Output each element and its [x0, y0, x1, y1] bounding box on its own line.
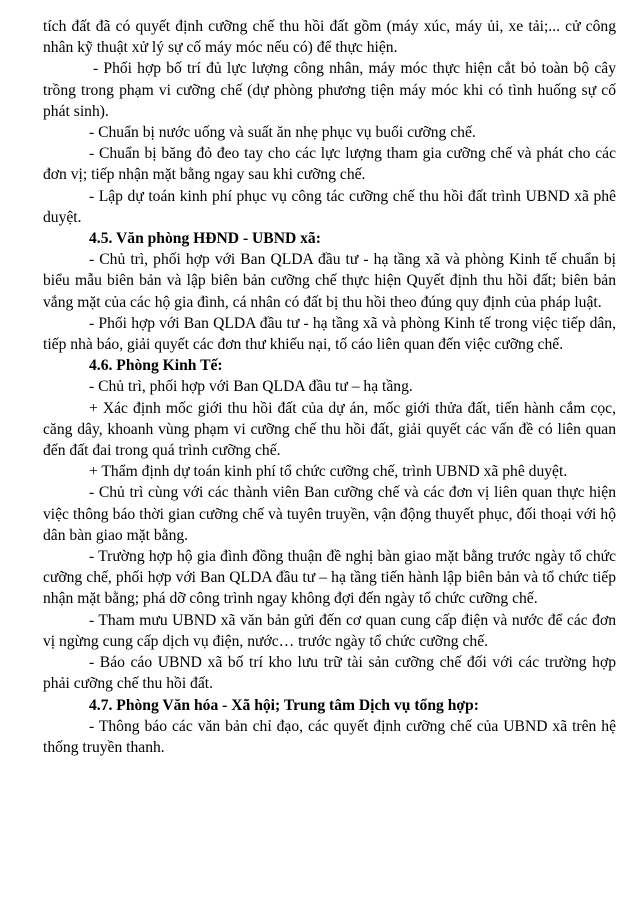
paragraph-office-coordinate: - Phối hợp với Ban QLDA đầu tư - hạ tầng xã và phòng Kinh tế trong việc tiếp dân, tiếp nhà báo, giải quyết các đơn thư khiếu nại, tố cáo liên quan đến việc cưỡng chế. — [43, 314, 616, 354]
heading-4-6: 4.6. Phòng Kinh Tế: — [89, 357, 223, 375]
paragraph-notify-time: - Chủ trì cùng với các thành viên Ban cưỡng chế và các đơn vị liên quan thực hiện việc thông báo thời gian cưỡng chế và tuyên truyền, vận động thuyết phục, đối thoại với hộ dân bàn giao mặt bằng. — [43, 484, 616, 544]
paragraph-utility-cutoff: - Tham mưu UBND xã văn bản gửi đến cơ quan cung cấp điện và nước để các đơn vị ngừng cung cấp dịch vụ điện, nước… trước ngày tổ chức cưỡng chế. — [43, 611, 616, 650]
paragraph-storage-report: - Báo cáo UBND xã bố trí kho lưu trữ tài sản cưỡng chế đối với các trường hợp phải cưỡng chế thu hồi đất. — [43, 654, 616, 693]
paragraph-boundary-markers: + Xác định mốc giới thu hồi đất của dự án, mốc giới thửa đất, tiến hành cắm cọc, căng dây, khoanh vùng phạm vi cưỡng chế thu hồi đất, giải quyết các vấn đề có liên quan đến đất đai trong quá trình cưỡng chế. — [43, 399, 616, 460]
paragraph-appraise-budget: + Thẩm định dự toán kinh phí tổ chức cưỡng chế, trình UBND xã phê duyệt. — [89, 463, 568, 481]
paragraph-red-armband: - Chuẩn bị băng đỏ đeo tay cho các lực lượng tham gia cưỡng chế và phát cho các đơn vị; tiếp nhận mặt bằng ngay sau khi cưỡng chế. — [43, 145, 616, 184]
paragraph-economy-preside: - Chủ trì, phối hợp với Ban QLDA đầu tư – hạ tầng. — [89, 378, 413, 396]
paragraph-intro-continuation: tích đất đã có quyết định cưỡng chế thu hồi đất gồm (máy xúc, máy ủi, xe tải;... cử công nhân kỹ thuật xử lý sự cố máy móc nếu có) để thực hiện. — [43, 18, 616, 57]
paragraph-worker-coordination: - Phối hợp bố trí đủ lực lượng công nhân, máy móc thực hiện cắt bỏ toàn bộ cây trồng trong phạm vi cưỡng chế (dự phòng phương tiện máy móc khi có tình huống sự cố phát sinh). — [43, 60, 616, 120]
heading-4-5: 4.5. Văn phòng HĐND - UBND xã: — [89, 230, 321, 248]
paragraph-consent-handover: - Trường hợp hộ gia đình đồng thuận đề nghị bàn giao mặt bằng trước ngày tổ chức cưỡng chế, phối hợp với Ban QLDA đầu tư – hạ tầng tiến hành lập biên bản và tổ chức tiếp nhận mặt bằng; phá dỡ công trình ngay không đợi đến ngày tổ chức cưỡng chế. — [43, 548, 616, 608]
heading-4-7: 4.7. Phòng Văn hóa - Xã hội; Trung tâm Dịch vụ tổng hợp: — [89, 696, 479, 714]
paragraph-budget-estimate: - Lập dự toán kinh phí phục vụ công tác cưỡng chế thu hồi đất trình UBND xã phê duyệt. — [43, 187, 616, 226]
paragraph-water-food: - Chuẩn bị nước uống và suất ăn nhẹ phục vụ buổi cưỡng chế. — [89, 124, 476, 142]
paragraph-broadcast-notice: - Thông báo các văn bản chỉ đạo, các quyết định cưỡng chế của UBND xã trên hệ thống truyền thanh. — [43, 717, 616, 756]
paragraph-office-preside: - Chủ trì, phối hợp với Ban QLDA đầu tư - hạ tầng xã và phòng Kinh tế chuẩn bị biểu mẫu biên bản và lập biên bản cưỡng chế thực hiện Quyết định thu hồi đất; biên bản vắng mặt của các hộ gia đình, cá nhân có đất bị thu hồi theo đúng quy định của pháp luật. — [43, 251, 616, 311]
